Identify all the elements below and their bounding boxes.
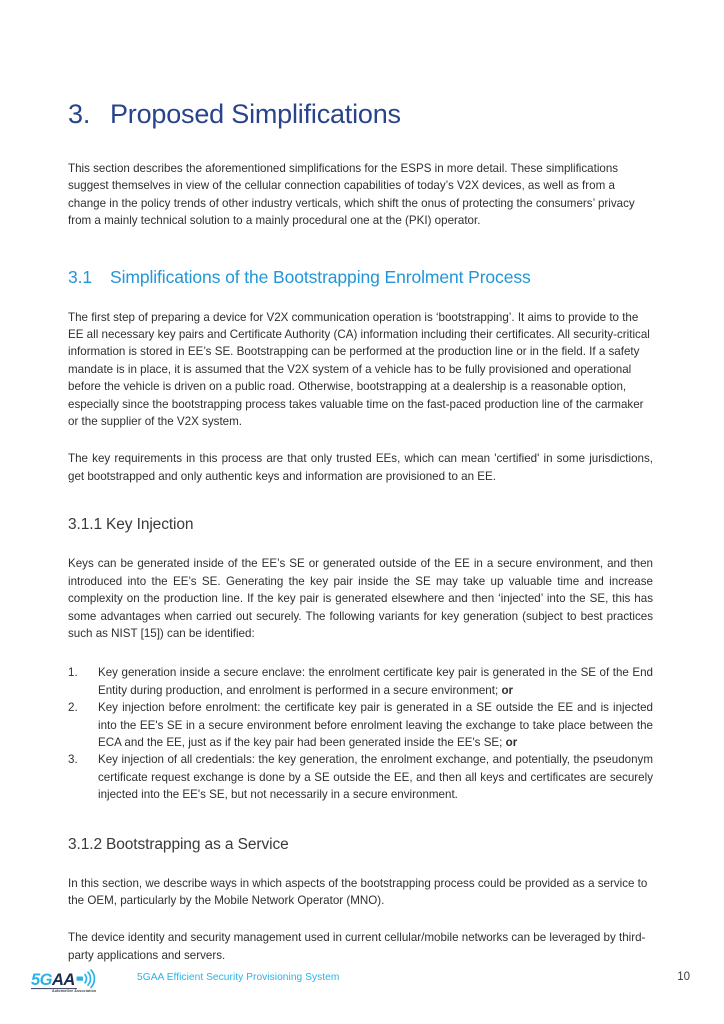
list-marker: 1. (68, 666, 78, 680)
list-item-text: Key injection of all credentials: the key generation, the enrolment exchange, and potentially, the pseudonym certificate request exchange is done by a SE outside the EE, and then all keys and certificates are securely injected into the EE's SE, but not necessarily in a secure environment. (98, 753, 653, 802)
logo-graphic (31, 968, 133, 998)
logo-subtitle: Automotive Association (52, 989, 97, 993)
list-marker: 3. (68, 753, 78, 767)
list-item-emphasis: or (501, 683, 514, 697)
paragraph-3-1-2-body-1: In this section, we describe ways in which aspects of the bootstrapping process could be provided as a service to the OEM, particularly by the Mobile Network Operator (MNO). (68, 876, 648, 907)
list-item-text: Key injection before enrolment: the certificate key pair is generated in a SE outside the EE and is injected into the EE's SE in a secure environment before enrolment leaving the exchange to take place between the ECA and the EE, just as if the key pair had been generated inside the EE's SE; (98, 701, 653, 749)
heading-3-1 (68, 230, 653, 288)
page-content (68, 0, 653, 964)
intro-paragraph: This section describes the aforementioned simplifications for the ESPS in more detail. These simplifications suggest themselves in view of the cellular connection capabilities of today’s V2X devices, as well as from a change in the policy trends of other industry verticals, which shift the onus of protecting the consumers’ privacy from a mainly technical solution to a mainly procedural one at the (PKI) operator. (68, 162, 635, 228)
paragraph-3-1-2-body-2: The device identity and security management used in current cellular/mobile networks can be leveraged by third-party applications and servers. (68, 931, 646, 962)
list-marker: 2. (68, 701, 78, 715)
heading-3-1-2-number: 3.1.2 (68, 835, 102, 853)
heading-3-1-1-number: 3.1.1 (68, 516, 102, 534)
list-item (68, 699, 653, 751)
signal-waves-icon (77, 970, 95, 987)
svg-text:AA: AA (52, 971, 75, 989)
list-item-text: Key generation inside a secure enclave: the enrolment certificate key pair is generated in the SE of the End Entity during production, and enrolment is performed in a secure environment; (98, 666, 653, 697)
section-number: 3. (68, 99, 91, 129)
section-title: Proposed Simplifications (110, 99, 401, 129)
heading-3-1-2 (68, 804, 653, 854)
5gaa-logo (31, 968, 133, 998)
paragraph-3-1-2: The key requirements in this process are that only trusted EEs, which can mean 'certified' in some jurisdictions, get bootstrapped and only authentic keys and information are provisioned to an EE. (68, 452, 653, 483)
heading-3-1-2-title: Bootstrapping as a Service (106, 835, 289, 853)
page-title (68, 0, 653, 130)
list-item-emphasis: or (505, 735, 518, 749)
paragraph-3-1-1-body: Keys can be generated inside of the EE’s SE or generated outside of the EE in a secure environment, and then introduced into the EE’s SE. Generating the key pair inside the SE may take up valuable time and increase complexity on the production line. If the key pair is generated elsewhere and then ‘injected’ into the SE, this has some advantages when carried out securely. The following variants for key generation (subject to best practices such as NIST [15]) can be identified: (68, 557, 653, 640)
list-item (68, 751, 653, 803)
heading-3-1-1 (68, 485, 653, 534)
paragraph-3-1-1: The first step of preparing a device for V2X communication operation is ‘bootstrapping’. It aims to provide to the EE all necessary key pairs and Certificate Authority (CA) information including their certificates. All security-critical information is stored in EE’s SE. Bootstrapping can be performed at the production line or in the field. If a safety mandate is in place, it is assumed that the V2X system of a vehicle has to be fully provisioned and operational before the vehicle is driven on a public road. Otherwise, bootstrapping at a dealership is a reasonable option, especially since the bootstrapping process takes valuable time on the fast-paced production line of the carmaker or the supplier of the V2X system. (68, 310, 650, 429)
footer-document-title: 5GAA Efficient Security Provisioning System (137, 972, 340, 983)
heading-3-1-1-title: Key Injection (106, 516, 194, 534)
heading-3-1-title: Simplifications of the Bootstrapping Enrolment Process (110, 266, 531, 287)
page-footer (0, 962, 724, 1024)
heading-3-1-number: 3.1 (68, 266, 93, 287)
key-generation-variants-list (68, 642, 653, 803)
svg-text:5G: 5G (31, 971, 53, 989)
page-number: 10 (677, 971, 690, 983)
list-item (68, 664, 653, 699)
